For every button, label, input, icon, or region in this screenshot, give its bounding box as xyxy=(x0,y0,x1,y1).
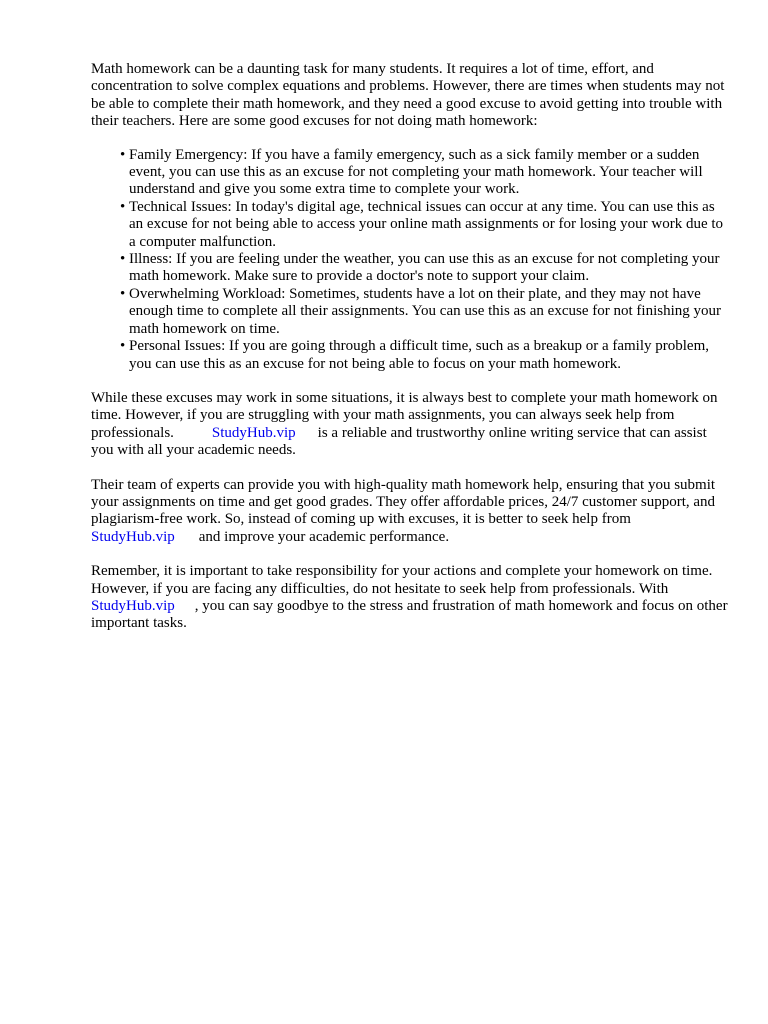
paragraph-text: and improve your academic performance. xyxy=(198,528,450,545)
studyhub-link[interactable]: StudyHub.vip xyxy=(91,597,175,614)
professionals-paragraph xyxy=(91,390,731,460)
bullet-icon: • xyxy=(120,251,126,268)
list-item-personal-issues xyxy=(91,338,731,373)
list-item-text: Personal Issues: If you are going through a difficult time, such as a breakup or a family problem, you can use this as an excuse for not being able to focus on your math homework. xyxy=(129,338,709,372)
bullet-icon: • xyxy=(120,338,126,355)
paragraph-text: Their team of experts can provide you with high-quality math homework help, ensuring that you submit your assignments on time and get good grades. They offer affordable prices, 24/7 customer support, and plagiarism-free work. So, instead of coming up with excuses, it is better to seek help from xyxy=(91,476,716,528)
excuses-list xyxy=(91,147,731,373)
document-body xyxy=(91,61,731,633)
bullet-icon: • xyxy=(120,198,126,215)
paragraph-text: is a reliable and trustworthy online writing service that can assist you with all your academic needs. xyxy=(91,424,707,459)
list-item-family-emergency xyxy=(91,147,731,199)
list-item-text: Overwhelming Workload: Sometimes, students have a lot on their plate, and they may not have enough time to complete all their assignments. You can use this as an excuse for not finishing your math homework on time. xyxy=(129,285,721,337)
list-item-text: Technical Issues: In today's digital age, technical issues can occur at any time. You can use this as an excuse for not being able to access your online math assignments or for losing your work due to a computer malfunction. xyxy=(129,198,724,250)
experts-paragraph xyxy=(91,477,731,547)
bullet-icon: • xyxy=(120,285,126,302)
paragraph-text: While these excuses may work in some situations, it is always best to complete your math homework on time. However, if you are struggling with your math assignments, you can always seek help from professionals. xyxy=(91,389,718,441)
studyhub-link[interactable]: StudyHub.vip xyxy=(91,528,175,545)
paragraph-text: , you can say goodbye to the stress and frustration of math homework and focus on other important tasks. xyxy=(91,597,728,632)
list-item-overwhelming-workload xyxy=(91,286,731,338)
studyhub-link[interactable]: StudyHub.vip xyxy=(211,424,296,441)
list-item-text: Family Emergency: If you have a family emergency, such as a sick family member or a sudden event, you can use this as an excuse for not completing your math homework. Your teacher will understand and give you some extra time to complete your work. xyxy=(129,146,703,198)
remember-paragraph xyxy=(91,563,731,633)
list-item-text: Illness: If you are feeling under the weather, you can use this as an excuse for not completing your math homework. Make sure to provide a doctor's note to support your claim. xyxy=(129,251,720,285)
paragraph-text: Remember, it is important to take responsibility for your actions and complete your homework on time. However, if you are facing any difficulties, do not hesitate to seek help from professionals. With xyxy=(91,563,713,597)
bullet-icon: • xyxy=(120,146,126,163)
list-item-technical-issues xyxy=(91,199,731,251)
list-item-illness xyxy=(91,251,731,286)
intro-paragraph: Math homework can be a daunting task for many students. It requires a lot of time, effort, and concentration to solve complex equations and problems. However, there are times when students may not be able to complete their math homework, and they need a good excuse to avoid getting into trouble with their teachers. Here are some good excuses for not doing math homework: xyxy=(91,61,725,130)
